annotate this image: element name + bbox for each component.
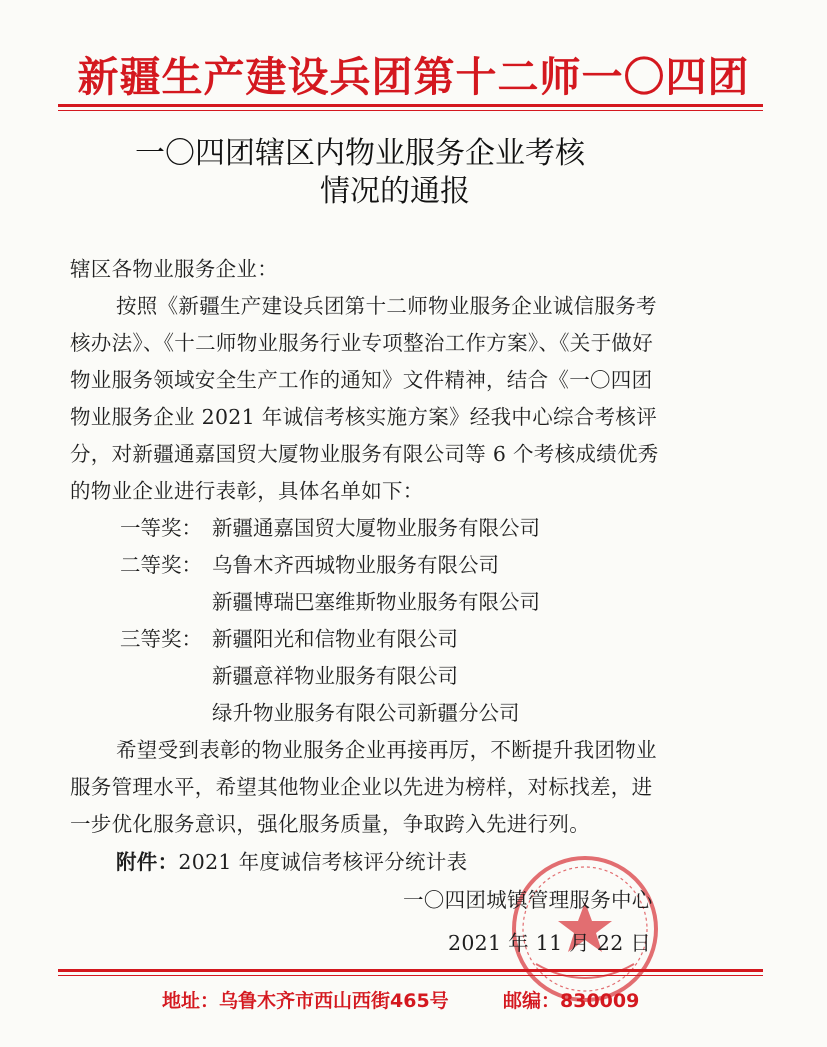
paragraph-line: 希望受到表彰的物业服务企业再接再厉，不断提升我团物业: [116, 738, 657, 762]
postcode-label: 邮编：: [503, 990, 561, 1012]
paragraph-line: 按照《新疆生产建设兵团第十二师物业服务企业诚信服务考: [116, 294, 657, 318]
third-prize-company: 绿升物业服务有限公司新疆分公司: [212, 701, 520, 725]
address-value: 乌鲁木齐市西山西街465号: [219, 990, 449, 1012]
body-paragraph-1: [70, 289, 735, 519]
paragraph-line: 物业服务领域安全生产工作的通知》文件精神，结合《一〇四团: [70, 368, 653, 392]
first-prize-company: 新疆通嘉国贸大厦物业服务有限公司: [212, 516, 540, 540]
footer-divider-thin: [58, 975, 763, 976]
second-prize-label: 二等奖：: [120, 553, 202, 577]
paragraph-line: 的物业企业进行表彰，具体名单如下：: [70, 479, 424, 503]
footer-divider-thick: [58, 969, 763, 972]
attachment-note: [116, 845, 467, 875]
address-block: [162, 986, 449, 1013]
paragraph-line: 服务管理水平，希望其他物业企业以先进为榜样，对标找差，进: [70, 775, 653, 799]
letterhead-divider-thin: [58, 110, 763, 111]
third-prize-label: 三等奖：: [120, 627, 202, 651]
paragraph-line: 核办法》、《十二师物业服务行业专项整治工作方案》、《关于做好: [70, 331, 653, 355]
document-title-line1: 一〇四团辖区内物业服务企业考核: [135, 136, 585, 171]
third-prize-company: 新疆意祥物业服务有限公司: [212, 664, 458, 688]
third-prize-company: 新疆阳光和信物业有限公司: [212, 627, 458, 651]
address-label: 地址：: [162, 990, 220, 1012]
second-prize-company: 乌鲁木齐西城物业服务有限公司: [212, 553, 499, 577]
second-prize-company: 新疆博瑞巴塞维斯物业服务有限公司: [212, 590, 540, 614]
attachment-label: 附件：: [116, 850, 179, 874]
letterhead-title: 新疆生产建设兵团第十二师一〇四团: [77, 53, 750, 101]
first-prize-label: 一等奖：: [120, 516, 202, 540]
signature-org: 一〇四团城镇管理服务中心: [403, 888, 653, 912]
paragraph-line: 物业服务企业 2021 年诚信考核实施方案》经我中心综合考核评: [70, 405, 658, 429]
paragraph-line: 一步优化服务意识，强化服务质量，争取跨入先进行列。: [70, 812, 590, 836]
letterhead-divider-thick: [58, 104, 763, 107]
paragraph-line: 分，对新疆通嘉国贸大厦物业服务有限公司等 6 个考核成绩优秀: [70, 442, 659, 466]
document-title-line2: 情况的通报: [320, 174, 470, 209]
body-paragraph-2: [70, 733, 735, 853]
salutation: 辖区各物业服务企业：: [70, 257, 278, 281]
attachment-text: 2021 年度诚信考核评分统计表: [178, 850, 468, 874]
postcode-block: [503, 986, 639, 1013]
signature-date: 2021 年 11 月 22 日: [448, 931, 652, 955]
postcode-value: 830009: [560, 990, 640, 1012]
